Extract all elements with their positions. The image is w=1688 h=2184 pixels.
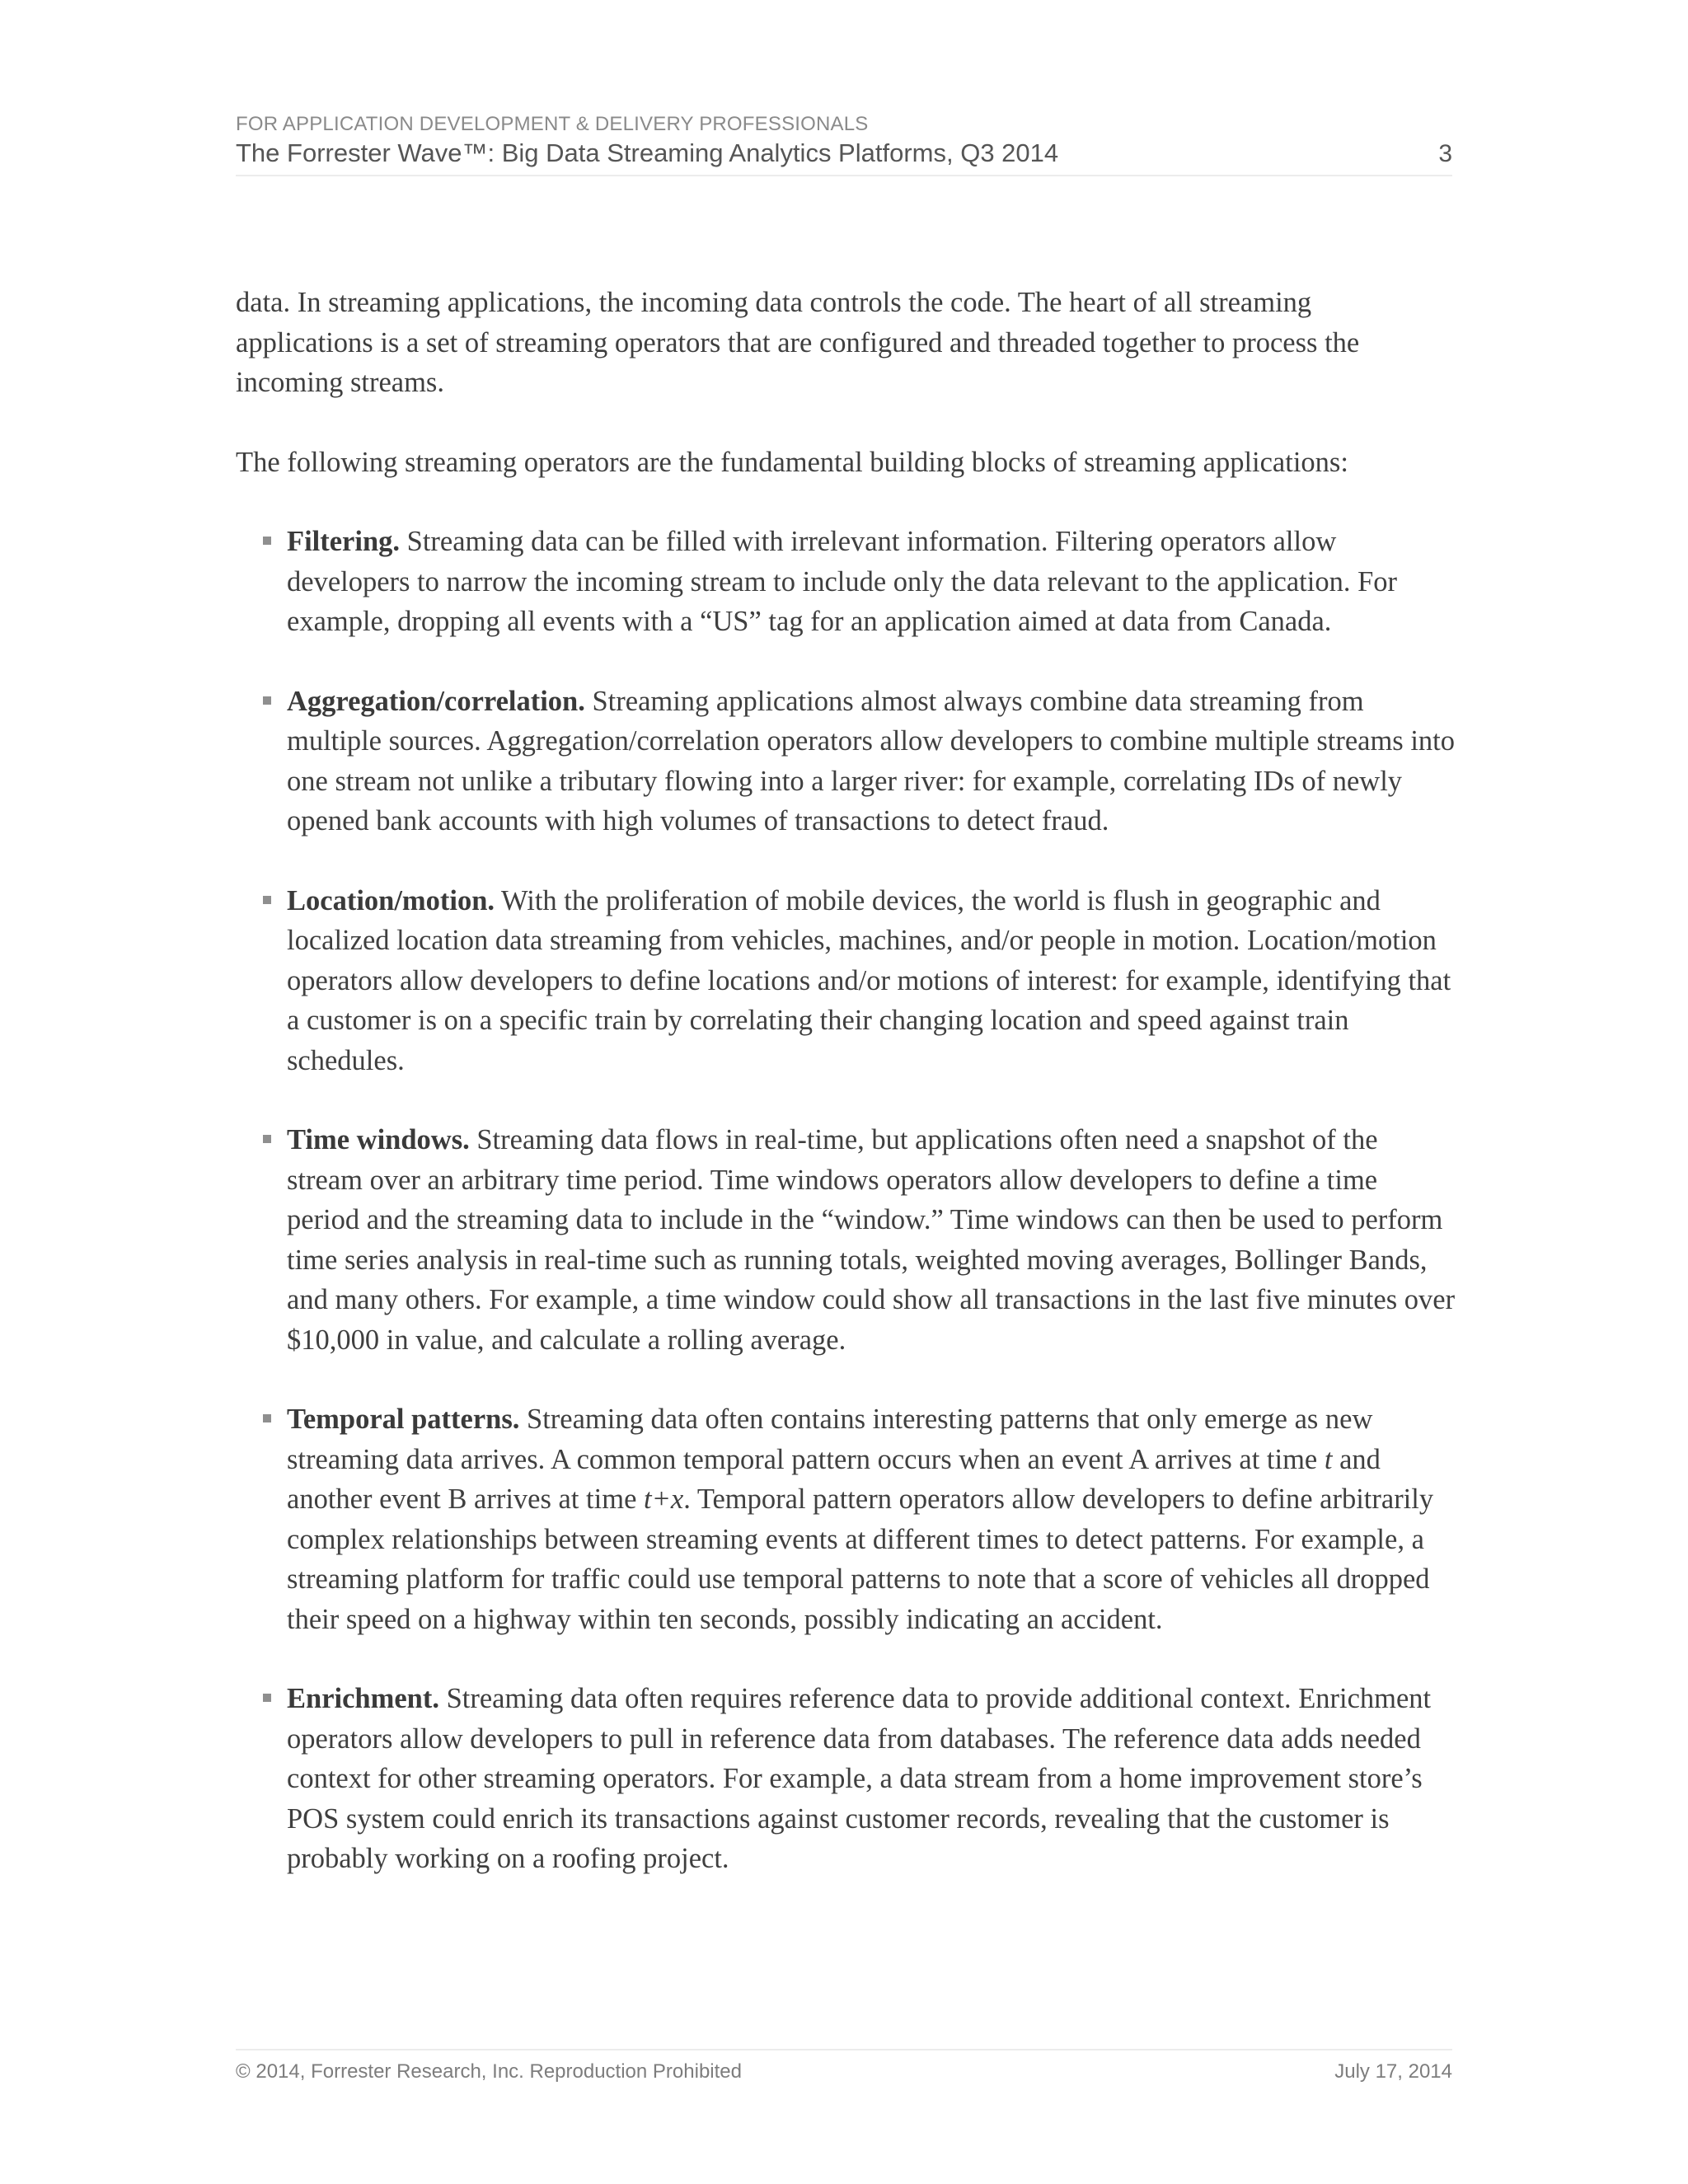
header-row (236, 137, 1452, 170)
operators-lead-paragraph: The following streaming operators are the fundamental building blocks of streaming applications: (236, 446, 1348, 478)
square-bullet-icon (263, 537, 271, 545)
report-title: The Forrester Wave™: Big Data Streaming Analytics Platforms, Q3 2014 (236, 138, 1059, 167)
square-bullet-icon (263, 1135, 271, 1143)
operator-term: Temporal patterns. (287, 1404, 520, 1435)
square-bullet-icon (263, 896, 271, 904)
operator-description: With the proliferation of mobile devices, the world is flush in geographic and localized location data streaming from vehicles, machines, and/or people in motion. Location/motion operators allow developers to define locations and/or motions of interest: for example, identifying that a customer is on a specific train by correlating their changing location and speed against train schedules. (287, 884, 1451, 1076)
operator-description: Streaming data can be filled with irrelevant information. Filtering operators allow developers to narrow the incoming stream to include only the data relevant to the application. For example, dropping all events with a “US” tag for an application aimed at data from Canada. (287, 526, 1398, 637)
operator-item-aggregation (236, 682, 1456, 841)
header-kicker: FOR APPLICATION DEVELOPMENT & DELIVERY PROFESSIONALS (236, 113, 869, 135)
operator-term: Aggregation/correlation. (287, 685, 585, 717)
operator-item-time-windows (236, 1120, 1456, 1360)
operator-term: Enrichment. (287, 1683, 439, 1714)
operator-item-filtering (236, 522, 1456, 642)
square-bullet-icon (263, 696, 271, 705)
square-bullet-icon (263, 1414, 271, 1422)
operator-item-location-motion (236, 881, 1456, 1081)
operator-description-part: Streaming data often contains interesting patterns that only emerge as new streaming data arrives. A common temporal pattern occurs when an event A arrives at time (287, 1404, 1373, 1475)
operator-description: Streaming applications almost always combine data streaming from multiple sources. Aggregation/correlation operators allow developers to combine multiple streams into one stream not unlike a tributary flowing into a larger river: for example, correlating IDs of newly opened bank accounts with high volumes of transactions to detect fraud. (287, 685, 1456, 837)
operator-term: Location/motion. (287, 884, 495, 916)
variable-t: t (1324, 1443, 1333, 1475)
square-bullet-icon (263, 1694, 271, 1702)
variable-t-plus-x: t+x (644, 1483, 684, 1515)
operator-item-enrichment (236, 1679, 1456, 1879)
page-header (236, 112, 1452, 176)
operator-description-part: and another event B arrives at time (287, 1443, 1381, 1515)
operator-list (236, 522, 1456, 1879)
operator-term: Time windows. (287, 1124, 470, 1155)
publication-date: July 17, 2014 (1334, 2060, 1452, 2083)
page-number: 3 (1438, 140, 1452, 167)
operator-description: Streaming data flows in real-time, but applications often need a snapshot of the stream over an arbitrary time period. Time windows operators allow developers to define a time period and the streaming data to include in the “window.” Time windows can then be used to perform time series analysis in real-time such as running totals, weighted moving averages, Bollinger Bands, and many others. For example, a time window could show all transactions in the last five minutes over $10,000 in value, and calculate a rolling average. (287, 1124, 1456, 1356)
operator-item-temporal-patterns (236, 1399, 1456, 1639)
operator-term: Filtering. (287, 526, 401, 557)
copyright-notice: © 2014, Forrester Research, Inc. Reproduction Prohibited (236, 2060, 742, 2083)
operator-description-part: . Temporal pattern operators allow developers to define arbitrarily complex relationships between streaming events at different times to detect patterns. For example, a streaming platform for traffic could use temporal patterns to note that a score of vehicles all dropped their speed on a highway within ten seconds, possibly indicating an accident. (287, 1483, 1434, 1635)
page-footer (236, 2049, 1452, 2083)
operator-description: Streaming data often requires reference data to provide additional context. Enrichment operators allow developers to pull in reference data from databases. The reference data adds needed context for other streaming operators. For example, a data stream from a home improvement store’s POS system could enrich its transactions against customer records, revealing that the customer is probably working on a roofing project. (287, 1683, 1432, 1874)
intro-paragraph: data. In streaming applications, the incoming data controls the code. The heart of all streaming applications is a set of streaming operators that are configured and threaded together to process the incoming streams. (236, 287, 1360, 398)
body-content (236, 283, 1456, 1919)
